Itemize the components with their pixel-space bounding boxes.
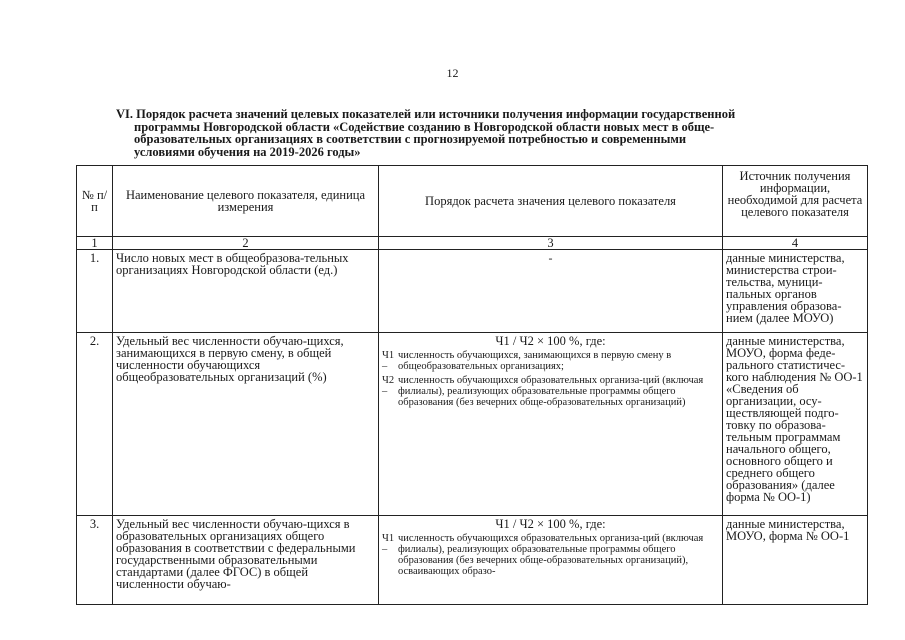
indicator-name: Удельный вес численности обучаю-щихся в образовательных организациях общего образования в соответствии с федеральными государственными образовательными стандартами (далее ФГОС) в общей численности обучаю- bbox=[113, 516, 379, 605]
variable-definition bbox=[382, 533, 719, 577]
section-title bbox=[116, 108, 836, 158]
table-row bbox=[77, 516, 868, 605]
header-calculation: Порядок расчета значения целевого показателя bbox=[379, 166, 723, 237]
row-number: 1. bbox=[77, 250, 113, 333]
section-title-line: условиями обучения на 2019-2026 годы» bbox=[134, 144, 361, 159]
header-source: Источник получения информации, необходимой для расчета целевого показателя bbox=[723, 166, 868, 237]
formula: Ч1 / Ч2 × 100 %, где: bbox=[495, 517, 606, 531]
table-header-row bbox=[77, 166, 868, 237]
indicator-name: Удельный вес численности обучаю-щихся, занимающихся в первую смену, в общей численности обучающихся общеобразовательных организаций (%) bbox=[113, 333, 379, 516]
calculation-cell bbox=[379, 250, 723, 333]
section-title-line: программы Новгородской области «Содействие созданию в Новгородской области новых мест в обще- bbox=[134, 119, 715, 134]
variable-description: численность обучающихся образовательных организа-ций (включая филиалы), реализующих образовательные программы общего образования (без вечерних обще-образовательных организаций) bbox=[398, 375, 704, 408]
formula: Ч1 / Ч2 × 100 %, где: bbox=[495, 334, 606, 348]
header-number: № п/п bbox=[77, 166, 113, 237]
variable-definition bbox=[382, 375, 719, 408]
variable-description: численность обучающихся образовательных организа-ций (включая филиалы), реализующих образовательные программы общего образования (без вечерних обще-образовательных организаций), осваивающих образо- bbox=[398, 533, 704, 577]
calculation-cell bbox=[379, 516, 723, 605]
calculation-dash: - bbox=[548, 251, 553, 265]
source-cell: данные министерства, МОУО, форма № ОО-1 bbox=[723, 516, 868, 605]
table-row bbox=[77, 250, 868, 333]
variable-name: Ч1 – bbox=[382, 350, 395, 372]
header-indicator-name: Наименование целевого показателя, единица измерения bbox=[113, 166, 379, 237]
calculation-cell bbox=[379, 333, 723, 516]
indicator-name: Число новых мест в общеобразова-тельных организациях Новгородской области (ед.) bbox=[113, 250, 379, 333]
variable-name: Ч1 – bbox=[382, 533, 395, 555]
column-number: 4 bbox=[723, 237, 868, 250]
section-title-line: образовательных организациях в соответствии с прогнозируемой потребностью и современными bbox=[134, 132, 687, 146]
page-number: 12 bbox=[446, 66, 459, 80]
row-number: 3. bbox=[77, 516, 113, 605]
source-cell: данные министерства, МОУО, форма феде-рального статистичес-кого наблюдения № ОО-1 «Сведения об организации, осу-ществляющей подго-товку по образова-тельным программам начального общего, основного общего и среднего общего образования» (далее форма № ОО-1) bbox=[723, 333, 868, 516]
indicators-table bbox=[76, 165, 868, 605]
column-number-row bbox=[77, 237, 868, 250]
variable-definition bbox=[382, 350, 719, 372]
row-number: 2. bbox=[77, 333, 113, 516]
variable-description: численность обучающихся, занимающихся в первую смену в общеобразовательных организациях; bbox=[398, 350, 672, 372]
section-title-line: VI. Порядок расчета значений целевых показателей или источники получения информации государственной bbox=[116, 107, 736, 121]
column-number: 3 bbox=[379, 237, 723, 250]
table-row bbox=[77, 333, 868, 516]
source-cell: данные министерства, министерства строи-тельства, муници-пальных органов управления образова-нием (далее МОУО) bbox=[723, 250, 868, 333]
variable-name: Ч2 – bbox=[382, 375, 395, 397]
column-number: 1 bbox=[77, 237, 113, 250]
column-number: 2 bbox=[113, 237, 379, 250]
